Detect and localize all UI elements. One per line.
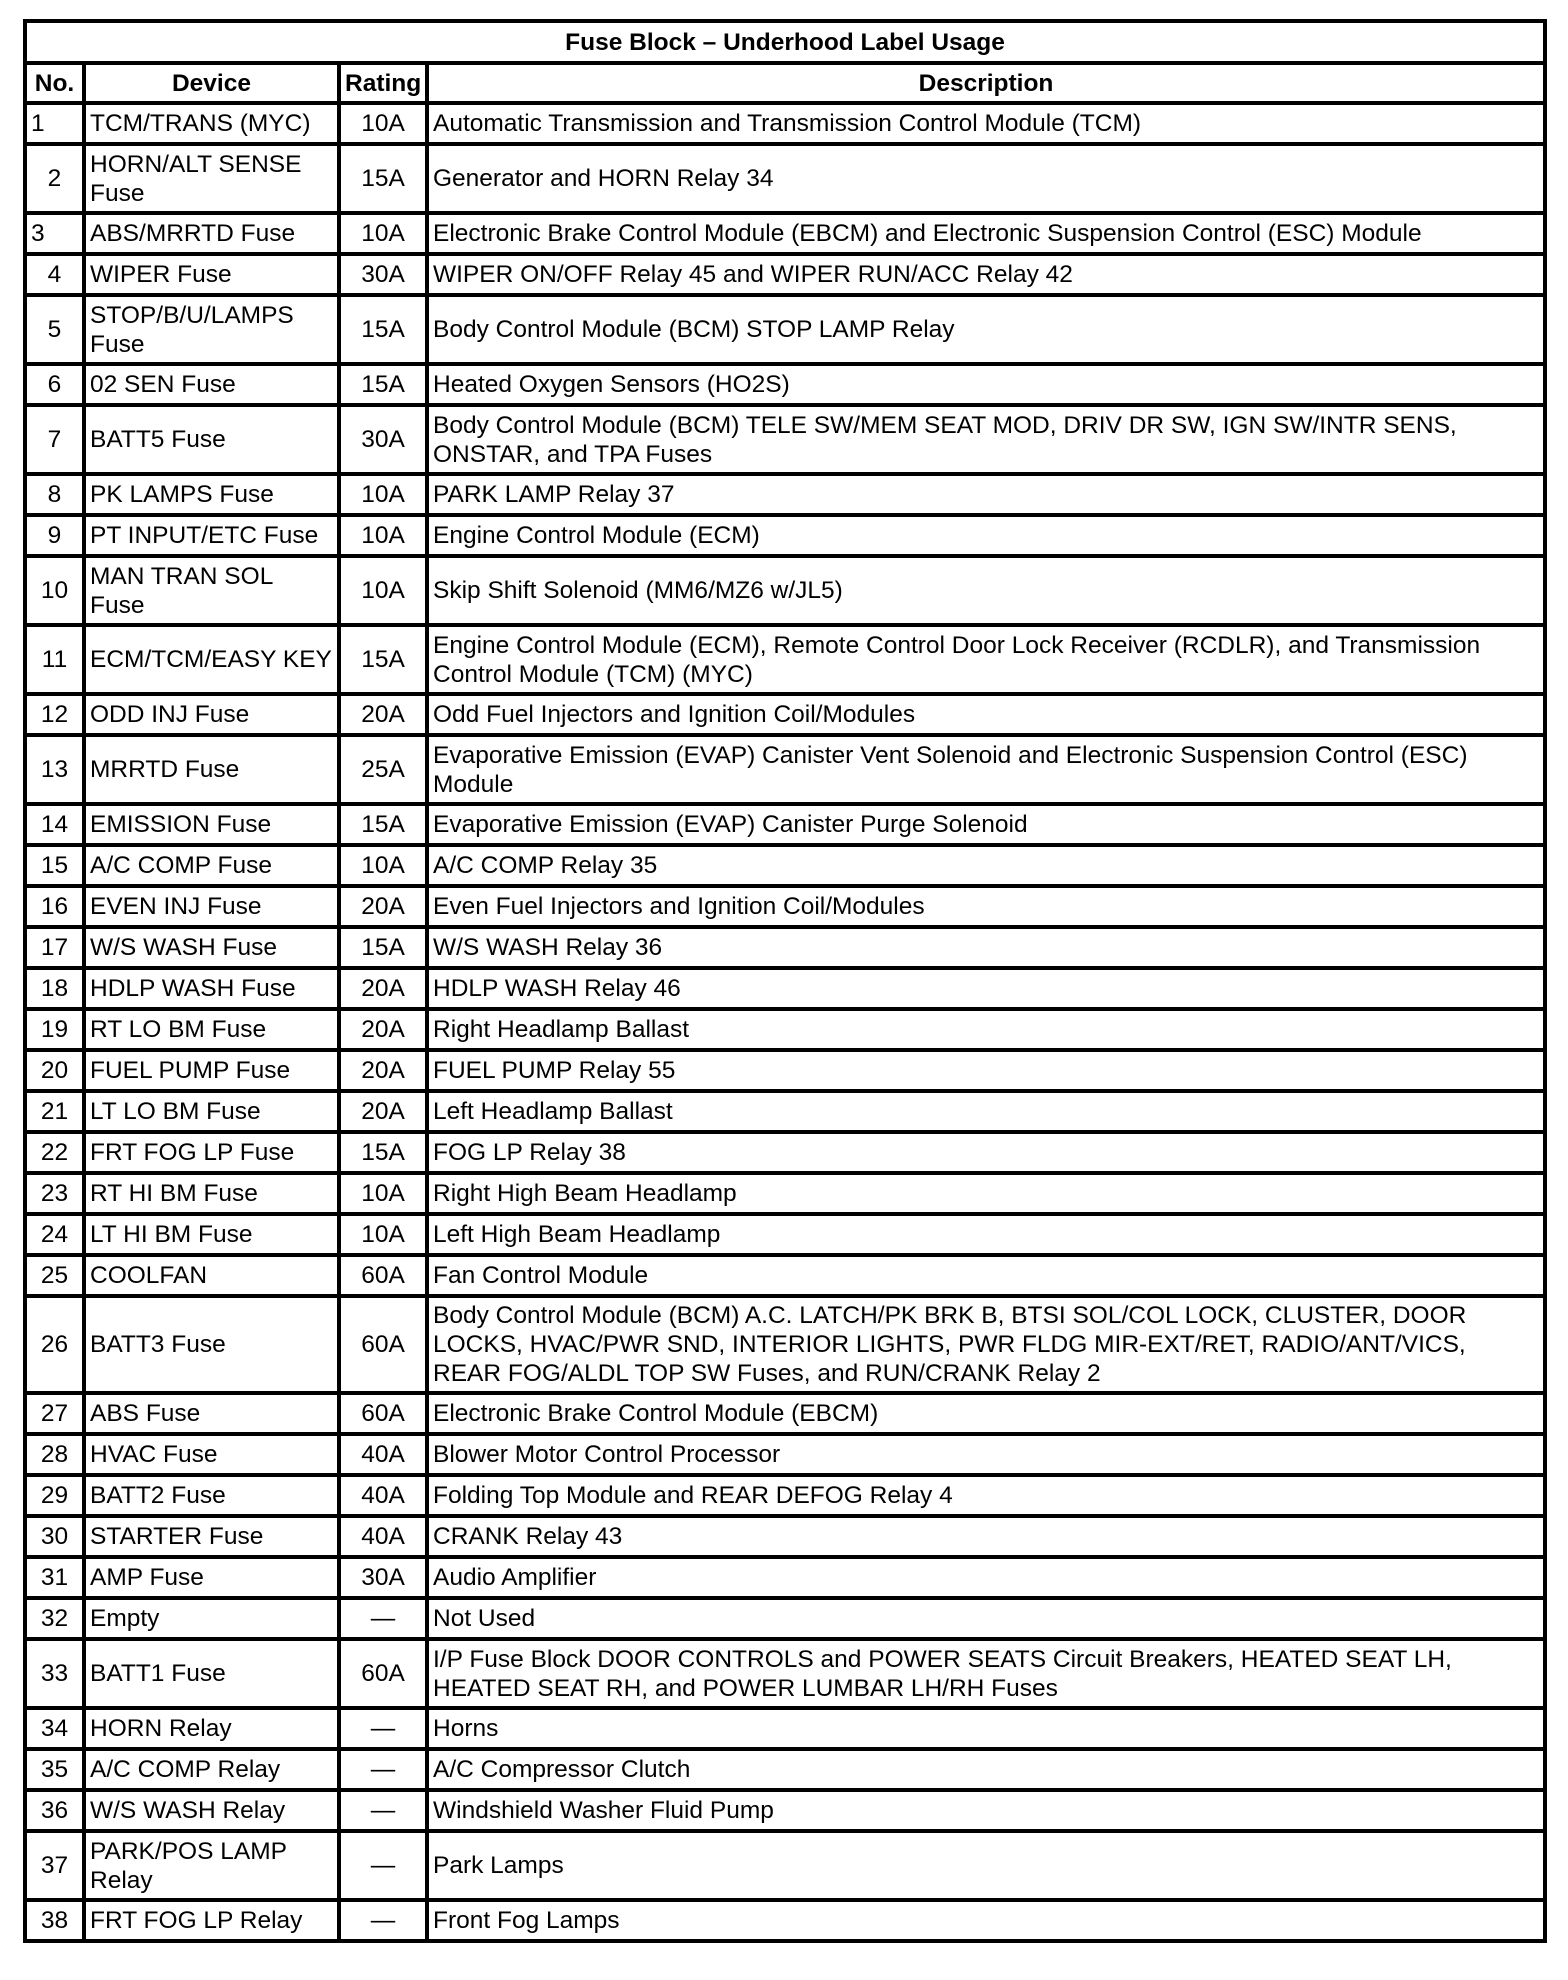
rating-cell: 10A — [341, 215, 425, 252]
description-cell: Electronic Brake Control Module (EBCM) and Electronic Suspension Control (ESC) Module — [429, 215, 1543, 252]
description-cell: W/S WASH Relay 36 — [429, 929, 1543, 966]
description-cell: Left Headlamp Ballast — [429, 1093, 1543, 1130]
table-row — [27, 517, 1543, 554]
fuse-number-cell: 6 — [27, 366, 82, 403]
rating-cell: 30A — [341, 407, 425, 472]
header-description: Description — [429, 65, 1543, 101]
rating-cell: 20A — [341, 696, 425, 733]
description-cell: Fan Control Module — [429, 1257, 1543, 1294]
device-cell: RT HI BM Fuse — [86, 1175, 337, 1212]
table-row — [27, 1175, 1543, 1212]
fuse-number-cell: 12 — [27, 696, 82, 733]
device-cell: COOLFAN — [86, 1257, 337, 1294]
description-cell: Odd Fuel Injectors and Ignition Coil/Modules — [429, 696, 1543, 733]
description-cell: HDLP WASH Relay 46 — [429, 970, 1543, 1007]
rating-cell: 20A — [341, 1093, 425, 1130]
table-header-row — [27, 65, 1543, 101]
fuse-number-cell: 35 — [27, 1751, 82, 1788]
fuse-number-cell: 9 — [27, 517, 82, 554]
table-title-row — [27, 23, 1543, 61]
description-cell: Windshield Washer Fluid Pump — [429, 1792, 1543, 1829]
description-cell: Right Headlamp Ballast — [429, 1011, 1543, 1048]
rating-cell: 10A — [341, 105, 425, 142]
device-cell: STOP/B/U/LAMPS Fuse — [86, 297, 337, 362]
table-title: Fuse Block – Underhood Label Usage — [27, 23, 1543, 61]
description-cell: A/C COMP Relay 35 — [429, 847, 1543, 884]
table-row — [27, 1792, 1543, 1829]
rating-cell: 40A — [341, 1436, 425, 1473]
device-cell: HVAC Fuse — [86, 1436, 337, 1473]
fuse-number-cell: 1 — [27, 105, 82, 142]
table-row — [27, 1257, 1543, 1294]
description-cell: FOG LP Relay 38 — [429, 1134, 1543, 1171]
fuse-number-cell: 2 — [27, 146, 82, 211]
rating-cell: 10A — [341, 1216, 425, 1253]
device-cell: FUEL PUMP Fuse — [86, 1052, 337, 1089]
description-cell: Generator and HORN Relay 34 — [429, 146, 1543, 211]
description-cell: Evaporative Emission (EVAP) Canister Vent Solenoid and Electronic Suspension Control (ESC) Module — [429, 737, 1543, 802]
fuse-number-cell: 8 — [27, 476, 82, 513]
table-row — [27, 970, 1543, 1007]
device-cell: HDLP WASH Fuse — [86, 970, 337, 1007]
device-cell: ECM/TCM/EASY KEY — [86, 627, 337, 692]
table-row — [27, 256, 1543, 293]
rating-cell: 40A — [341, 1477, 425, 1514]
description-cell: Not Used — [429, 1600, 1543, 1637]
fuse-number-cell: 29 — [27, 1477, 82, 1514]
fuse-number-cell: 26 — [27, 1298, 82, 1391]
fuse-number-cell: 22 — [27, 1134, 82, 1171]
description-cell: Engine Control Module (ECM) — [429, 517, 1543, 554]
table-row — [27, 737, 1543, 802]
device-cell: ODD INJ Fuse — [86, 696, 337, 733]
description-cell: Folding Top Module and REAR DEFOG Relay 4 — [429, 1477, 1543, 1514]
description-cell: Left High Beam Headlamp — [429, 1216, 1543, 1253]
device-cell: A/C COMP Relay — [86, 1751, 337, 1788]
table-row — [27, 627, 1543, 692]
fuse-number-cell: 31 — [27, 1559, 82, 1596]
fuse-number-cell: 3 — [27, 215, 82, 252]
fuse-number-cell: 5 — [27, 297, 82, 362]
fuse-number-cell: 21 — [27, 1093, 82, 1130]
fuse-number-cell: 13 — [27, 737, 82, 802]
device-cell: Empty — [86, 1600, 337, 1637]
table-row — [27, 1518, 1543, 1555]
description-cell: Evaporative Emission (EVAP) Canister Purge Solenoid — [429, 806, 1543, 843]
rating-cell: 60A — [341, 1257, 425, 1294]
rating-cell: — — [341, 1710, 425, 1747]
table-row — [27, 1641, 1543, 1706]
rating-cell: 30A — [341, 256, 425, 293]
table-row — [27, 696, 1543, 733]
fuse-number-cell: 32 — [27, 1600, 82, 1637]
fuse-number-cell: 24 — [27, 1216, 82, 1253]
rating-cell: — — [341, 1833, 425, 1898]
table-row — [27, 806, 1543, 843]
device-cell: PARK/POS LAMP Relay — [86, 1833, 337, 1898]
device-cell: BATT3 Fuse — [86, 1298, 337, 1391]
rating-cell: 20A — [341, 1011, 425, 1048]
description-cell: Body Control Module (BCM) A.C. LATCH/PK BRK B, BTSI SOL/COL LOCK, CLUSTER, DOOR LOCKS, HVAC/PWR SND, INTERIOR LIGHTS, PWR FLDG MIR-EXT/RET, RADIO/ANT/VICS, REAR FOG/ALDL TOP SW Fuses, and RUN/CRANK Relay 2 — [429, 1298, 1543, 1391]
device-cell: BATT5 Fuse — [86, 407, 337, 472]
table-row — [27, 1216, 1543, 1253]
fuse-number-cell: 25 — [27, 1257, 82, 1294]
device-cell: MRRTD Fuse — [86, 737, 337, 802]
fuse-number-cell: 34 — [27, 1710, 82, 1747]
table-row — [27, 1298, 1543, 1391]
table-row — [27, 1093, 1543, 1130]
device-cell: FRT FOG LP Relay — [86, 1902, 337, 1939]
fuse-number-cell: 20 — [27, 1052, 82, 1089]
rating-cell: 60A — [341, 1395, 425, 1432]
device-cell: WIPER Fuse — [86, 256, 337, 293]
table-row — [27, 407, 1543, 472]
description-cell: Horns — [429, 1710, 1543, 1747]
fuse-number-cell: 10 — [27, 558, 82, 623]
description-cell: WIPER ON/OFF Relay 45 and WIPER RUN/ACC Relay 42 — [429, 256, 1543, 293]
device-cell: HORN/ALT SENSE Fuse — [86, 146, 337, 211]
header-rating: Rating — [341, 65, 425, 101]
rating-cell: 60A — [341, 1298, 425, 1391]
fuse-number-cell: 23 — [27, 1175, 82, 1212]
fuse-number-cell: 36 — [27, 1792, 82, 1829]
table-row — [27, 1011, 1543, 1048]
rating-cell: 10A — [341, 847, 425, 884]
rating-cell: 20A — [341, 1052, 425, 1089]
device-cell: LT LO BM Fuse — [86, 1093, 337, 1130]
device-cell: AMP Fuse — [86, 1559, 337, 1596]
description-cell: Heated Oxygen Sensors (HO2S) — [429, 366, 1543, 403]
description-cell: Engine Control Module (ECM), Remote Control Door Lock Receiver (RCDLR), and Transmission Control Module (TCM) (MYC) — [429, 627, 1543, 692]
fuse-number-cell: 27 — [27, 1395, 82, 1432]
device-cell: TCM/TRANS (MYC) — [86, 105, 337, 142]
description-cell: Body Control Module (BCM) STOP LAMP Relay — [429, 297, 1543, 362]
rating-cell: 10A — [341, 1175, 425, 1212]
table-row — [27, 1710, 1543, 1747]
table-row — [27, 847, 1543, 884]
device-cell: FRT FOG LP Fuse — [86, 1134, 337, 1171]
description-cell: Audio Amplifier — [429, 1559, 1543, 1596]
table-row — [27, 297, 1543, 362]
description-cell: PARK LAMP Relay 37 — [429, 476, 1543, 513]
description-cell: Body Control Module (BCM) TELE SW/MEM SEAT MOD, DRIV DR SW, IGN SW/INTR SENS, ONSTAR, and TPA Fuses — [429, 407, 1543, 472]
fuse-number-cell: 38 — [27, 1902, 82, 1939]
description-cell: Electronic Brake Control Module (EBCM) — [429, 1395, 1543, 1432]
description-cell: Park Lamps — [429, 1833, 1543, 1898]
rating-cell: 30A — [341, 1559, 425, 1596]
device-cell: BATT1 Fuse — [86, 1641, 337, 1706]
device-cell: HORN Relay — [86, 1710, 337, 1747]
device-cell: EMISSION Fuse — [86, 806, 337, 843]
description-cell: FUEL PUMP Relay 55 — [429, 1052, 1543, 1089]
table-row — [27, 1751, 1543, 1788]
device-cell: W/S WASH Relay — [86, 1792, 337, 1829]
rating-cell: 15A — [341, 1134, 425, 1171]
table-row — [27, 929, 1543, 966]
rating-cell: — — [341, 1751, 425, 1788]
rating-cell: 10A — [341, 517, 425, 554]
table-row — [27, 1600, 1543, 1637]
description-cell: Right High Beam Headlamp — [429, 1175, 1543, 1212]
rating-cell: 15A — [341, 366, 425, 403]
fuse-number-cell: 37 — [27, 1833, 82, 1898]
table-row — [27, 888, 1543, 925]
device-cell: PK LAMPS Fuse — [86, 476, 337, 513]
header-device: Device — [86, 65, 337, 101]
rating-cell: 15A — [341, 806, 425, 843]
table-row — [27, 558, 1543, 623]
fuse-number-cell: 7 — [27, 407, 82, 472]
rating-cell: 60A — [341, 1641, 425, 1706]
fuse-number-cell: 18 — [27, 970, 82, 1007]
header-no: No. — [27, 65, 82, 101]
description-cell: I/P Fuse Block DOOR CONTROLS and POWER SEATS Circuit Breakers, HEATED SEAT LH, HEATED SEAT RH, and POWER LUMBAR LH/RH Fuses — [429, 1641, 1543, 1706]
device-cell: ABS Fuse — [86, 1395, 337, 1432]
rating-cell: 10A — [341, 476, 425, 513]
rating-cell: 15A — [341, 297, 425, 362]
description-cell: Front Fog Lamps — [429, 1902, 1543, 1939]
table-row — [27, 1134, 1543, 1171]
fuse-table — [23, 19, 1547, 1943]
fuse-number-cell: 11 — [27, 627, 82, 692]
device-cell: PT INPUT/ETC Fuse — [86, 517, 337, 554]
rating-cell: 10A — [341, 558, 425, 623]
description-cell: Blower Motor Control Processor — [429, 1436, 1543, 1473]
description-cell: Skip Shift Solenoid (MM6/MZ6 w/JL5) — [429, 558, 1543, 623]
fuse-number-cell: 33 — [27, 1641, 82, 1706]
table-row — [27, 215, 1543, 252]
rating-cell: 25A — [341, 737, 425, 802]
table-row — [27, 476, 1543, 513]
rating-cell: — — [341, 1792, 425, 1829]
fuse-number-cell: 19 — [27, 1011, 82, 1048]
fuse-number-cell: 17 — [27, 929, 82, 966]
rating-cell: — — [341, 1600, 425, 1637]
rating-cell: 15A — [341, 627, 425, 692]
description-cell: Automatic Transmission and Transmission Control Module (TCM) — [429, 105, 1543, 142]
device-cell: W/S WASH Fuse — [86, 929, 337, 966]
device-cell: RT LO BM Fuse — [86, 1011, 337, 1048]
fuse-number-cell: 15 — [27, 847, 82, 884]
table-row — [27, 1477, 1543, 1514]
table-row — [27, 1436, 1543, 1473]
device-cell: STARTER Fuse — [86, 1518, 337, 1555]
fuse-number-cell: 28 — [27, 1436, 82, 1473]
device-cell: LT HI BM Fuse — [86, 1216, 337, 1253]
rating-cell: 15A — [341, 146, 425, 211]
device-cell: EVEN INJ Fuse — [86, 888, 337, 925]
rating-cell: 40A — [341, 1518, 425, 1555]
rating-cell: 15A — [341, 929, 425, 966]
fuse-number-cell: 4 — [27, 256, 82, 293]
description-cell: Even Fuel Injectors and Ignition Coil/Modules — [429, 888, 1543, 925]
table-row — [27, 146, 1543, 211]
fuse-number-cell: 16 — [27, 888, 82, 925]
table-row — [27, 366, 1543, 403]
rating-cell: 20A — [341, 970, 425, 1007]
device-cell: ABS/MRRTD Fuse — [86, 215, 337, 252]
device-cell: A/C COMP Fuse — [86, 847, 337, 884]
table-row — [27, 1052, 1543, 1089]
rating-cell: — — [341, 1902, 425, 1939]
fuse-number-cell: 14 — [27, 806, 82, 843]
description-cell: CRANK Relay 43 — [429, 1518, 1543, 1555]
table-row — [27, 1395, 1543, 1432]
rating-cell: 20A — [341, 888, 425, 925]
description-cell: A/C Compressor Clutch — [429, 1751, 1543, 1788]
fuse-number-cell: 30 — [27, 1518, 82, 1555]
device-cell: MAN TRAN SOL Fuse — [86, 558, 337, 623]
table-row — [27, 1902, 1543, 1939]
table-row — [27, 105, 1543, 142]
device-cell: 02 SEN Fuse — [86, 366, 337, 403]
device-cell: BATT2 Fuse — [86, 1477, 337, 1514]
table-row — [27, 1833, 1543, 1898]
table-row — [27, 1559, 1543, 1596]
